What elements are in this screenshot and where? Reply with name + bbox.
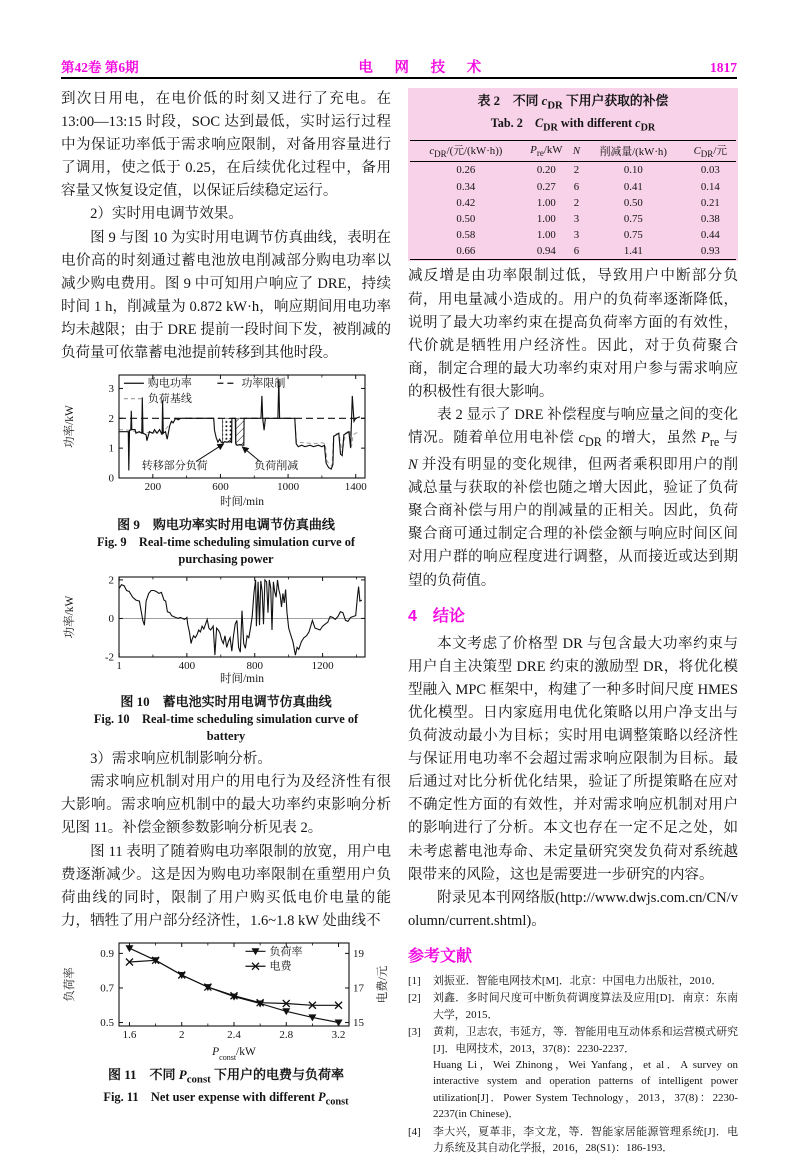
- reference-text: 李大兴，夏革非，李文龙，等．智能家居能源管理系统[J]．电力系统及其自动化学报，2016，28(S1)：186-193．: [433, 1125, 738, 1154]
- paragraph-table2-analysis: 表 2 显示了 DRE 补偿程度与响应量之间的变化情况。随着单位用电补偿 $c_{DR}$ 的增大，虽然 $P_{re}$ 与 N 并没有明显的变化规律，但两者乘积即用户的削减总量与获取的补偿也随之增大因此，验证了负荷聚合商补偿与用户的削减量的正相关。因此，负荷聚合商可通过制定合理的补偿金额与响应时间区间对用户群的响应程度进行调整，从而接近或达到期望的负荷值。: [408, 407, 739, 589]
- table-cell: 0.14: [700, 180, 720, 193]
- table2-header-cell: $C_{DR}/$元: [693, 145, 728, 160]
- table2-header-cell: $c_{DR}/$(元/(kW·h)): [429, 145, 503, 160]
- svg-text:1: 1: [108, 442, 114, 455]
- figure11-caption-cn: 图 11 不同 $P_{const}$ 下用户的电费与负荷率: [107, 1066, 345, 1086]
- table-2: [408, 88, 738, 261]
- table-cell: 0.03: [700, 164, 720, 177]
- figure-10: [61, 573, 391, 745]
- table-cell: 3: [573, 229, 580, 242]
- svg-text:购电功率: 购电功率: [147, 377, 192, 390]
- svg-text:功率限制: 功率限制: [241, 377, 286, 390]
- section-heading-references: 参考文献: [408, 947, 473, 965]
- svg-text:17: 17: [353, 982, 364, 995]
- paragraph-right-continuation: 减反增是由功率限制过低，导致用户中断部分负荷，用电量减小造成的。用户的负荷率逐渐降低，说明了最大功率约束在提高负荷率方面的有效性，代价就是牺牲用户经济性。因此，对于负荷聚合商，制定合理的最大功率约束对用户参与需求响应的积极性有很大影响。: [408, 268, 738, 400]
- svg-text:1200: 1200: [311, 660, 334, 673]
- reference-label: [2]: [408, 992, 421, 1005]
- svg-text:0.9: 0.9: [100, 947, 114, 960]
- reference-item: [408, 973, 738, 989]
- table-cell: 2: [573, 164, 580, 177]
- page-header: [61, 56, 737, 77]
- section-heading-conclusion: 4 结论: [408, 607, 465, 625]
- svg-text:电费/元: 电费/元: [377, 965, 389, 1004]
- table-cell: 0.21: [700, 196, 720, 209]
- svg-text:200: 200: [144, 481, 162, 494]
- svg-text:时间/min: 时间/min: [219, 496, 265, 509]
- svg-text:0: 0: [108, 472, 114, 485]
- table2-body: [410, 162, 736, 260]
- svg-text:2: 2: [108, 412, 114, 425]
- paragraph-fig11-analysis: 图 11 表明了随着购电功率限制的放宽，用户电费逐渐减少。这是因为购电功率限制在重塑用户负荷曲线的同时，限制了用户购买低电价电量的能力，牺牲了用户部分经济性，1.6~1.8 kW 处曲线不: [61, 843, 391, 929]
- table2-header-cell: $P_{re}/kW$: [530, 144, 563, 159]
- table-cell: 0.42: [456, 196, 476, 209]
- svg-text:0: 0: [108, 613, 114, 626]
- two-column-body: [61, 88, 738, 1157]
- svg-text:3: 3: [108, 383, 114, 396]
- svg-text:1.6: 1.6: [122, 1028, 137, 1041]
- table-cell: 1.41: [623, 245, 643, 258]
- table-cell: 0.10: [623, 164, 643, 177]
- paragraph-list-item-3: 3）需求响应机制影响分析。: [90, 751, 272, 768]
- svg-text:负荷削减: 负荷削减: [254, 460, 299, 473]
- table-cell: 3: [573, 212, 580, 225]
- figure10-caption-cn: 图 10 蓄电池实时用电调节仿真曲线: [120, 694, 332, 710]
- table-cell: 0.50: [456, 212, 476, 225]
- paragraph-conclusion: 本文考虑了价格型 DR 与包含最大功率约束与用户自主决策型 DRE 约束的激励型 DR，将优化模型融入 MPC 框架中，构建了一种多时间尺度 HMES 优化模型。日内家庭用电优化策略以用户净支出与负荷波动最小为目标；实时用电调整策略以经济性与保证用电功率不会超过需求响应限制为目标。最后通过对比分析优化结果，验证了所提策略在应对不确定性方面的有效性，并对需求响应机制对用户的影响进行了分析。本文也存在一定不足之处，如未考虑蓄电池寿命、未定量研究突发负荷对系统越限带来的风险，这也是需要进一步研究的内容。: [408, 635, 738, 883]
- right-column: [408, 88, 738, 1157]
- table2-grid: [410, 140, 736, 260]
- svg-text:1400: 1400: [344, 481, 367, 494]
- paragraph-continuation: 到次日用电，在电价低的时刻又进行了充电。在13:00—13:15 时段，SOC 达到最低，实时运行过程中为保证功率低于需求响应限制，对备用容量进行了调用，使之低于 0.25，在后续优化过程中，备用容量又恢复设定值，以保证后续稳定运行。: [61, 91, 391, 200]
- svg-text:2.8: 2.8: [279, 1028, 294, 1041]
- reference-label: [4]: [408, 1125, 421, 1138]
- table-cell: 0.94: [536, 245, 556, 258]
- table-cell: 0.26: [456, 164, 476, 177]
- figure-9: [61, 370, 391, 568]
- svg-text:功率/kW: 功率/kW: [64, 595, 76, 639]
- table-cell: 2: [573, 196, 580, 209]
- table-cell: 1.00: [536, 212, 556, 225]
- svg-text:2.4: 2.4: [227, 1028, 241, 1041]
- volume-issue: 第42卷 第6期: [61, 60, 139, 75]
- table-cell: 0.34: [456, 180, 476, 193]
- table-row: [410, 211, 736, 227]
- svg-text:1000: 1000: [277, 481, 300, 494]
- table-cell: 0.75: [623, 212, 643, 225]
- table-cell: 0.75: [623, 229, 643, 242]
- figure10-caption-en: Fig. 10 Real-time scheduling simulation curve of battery: [93, 712, 359, 744]
- table2-header-cell: N: [572, 145, 581, 158]
- reference-item: [408, 1124, 738, 1157]
- svg-text:15: 15: [353, 1016, 364, 1029]
- figure10-chart: [61, 573, 391, 687]
- figure9-caption-en: Fig. 9 Real-time scheduling simulation curve of purchasing power: [96, 535, 356, 567]
- table2-title-cn: 表 2 不同 $c_{DR}$ 下用户获取的补偿: [477, 94, 669, 112]
- figure9-chart: [61, 370, 391, 510]
- svg-text:3.2: 3.2: [331, 1028, 346, 1041]
- svg-text:600: 600: [212, 481, 229, 494]
- reference-text: 刘振亚．智能电网技术[M]．北京：中国电力出版社，2010．: [433, 974, 723, 987]
- journal-title: 电 网 技 术: [358, 60, 491, 76]
- svg-text:负荷基线: 负荷基线: [147, 393, 192, 406]
- table-cell: 0.20: [536, 164, 556, 177]
- references-list: [408, 973, 738, 1156]
- left-column: [61, 88, 391, 1157]
- table2-header-cell: 削减量/(kW·h): [599, 145, 667, 158]
- svg-text:Pconst/kW: $P_{const}/kW$: [212, 1045, 256, 1062]
- svg-text:0.5: 0.5: [100, 1016, 114, 1029]
- table-cell: 0.58: [456, 229, 476, 242]
- svg-text:0.7: 0.7: [100, 982, 114, 995]
- paragraph-appendix-note: 附录见本刊网络版(http://www.dwjs.com.cn/CN/volumn/current.shtml)。: [408, 889, 738, 929]
- header-rule: [61, 77, 737, 79]
- svg-text:800: 800: [246, 660, 263, 673]
- table-cell: 6: [573, 245, 580, 258]
- paragraph-list-item-2: 2）实时用电调节效果。: [90, 206, 243, 223]
- table-row: [410, 179, 736, 195]
- svg-text:时间/min: 时间/min: [219, 673, 265, 686]
- table-cell: 1.00: [536, 229, 556, 242]
- table-row: [410, 227, 736, 243]
- table-cell: 0.27: [536, 180, 556, 193]
- table2-title-en: Tab. 2 $C_{DR}$ with different $c_{DR}$: [490, 115, 656, 133]
- table-cell: 0.93: [700, 245, 720, 258]
- svg-text:400: 400: [178, 660, 196, 673]
- table-cell: 0.50: [623, 196, 643, 209]
- reference-text: 黄莉，卫志农，韦延方，等．智能用电互动体系和运营模式研究[J]．电网技术，2013，37(8)：2230-2237． Huang Li，Wei Zhinong，Wei Yanfang，et al．A survey on interactive system and operation patterns of intelligent power utilization[J]．Power System Technology，2013，37(8)：2230-2237(in Chinese)．: [433, 1026, 738, 1121]
- svg-text:电费: 电费: [269, 960, 292, 973]
- svg-text:负荷率: 负荷率: [269, 945, 303, 958]
- reference-label: [3]: [408, 1026, 421, 1039]
- reference-text: 刘鑫．多时间尺度可中断负荷调度算法及应用[D]．南京：东南大学，2015．: [433, 992, 738, 1021]
- table2-header-row: [410, 140, 736, 161]
- paragraph-fig9-fig10: 图 9 与图 10 为实时用电调节仿真曲线，表明在电价高的时刻通过蓄电池放电削减部分购电功率以减少购电费用。图 9 中可知用户响应了 DRE，持续时间 1 h，削减量为 0.872 kW·h，响应期间用电功率均未越限；由于 DRE 提前一段时间下发，被削减的负荷量可依靠蓄电池提前转移到其他时段。: [61, 229, 391, 362]
- svg-text:负荷率: 负荷率: [64, 967, 76, 1002]
- table-cell: 6: [573, 180, 580, 193]
- svg-text:功率/kW: 功率/kW: [64, 405, 76, 449]
- paragraph-dr-mechanism: 需求响应机制对用户的用电行为及经济性有很大影响。需求响应机制中的最大功率约束影响分析见图 11。补偿金额参数影响分析见表 2。: [61, 774, 391, 837]
- table-cell: 0.38: [700, 212, 720, 225]
- table-row: [410, 162, 736, 179]
- svg-text:2: 2: [108, 574, 114, 587]
- figure9-caption-cn: 图 9 购电功率实时用电调节仿真曲线: [117, 517, 335, 533]
- table-cell: 0.41: [623, 180, 643, 193]
- reference-label: [1]: [408, 974, 421, 987]
- reference-item: [408, 990, 738, 1023]
- table-cell: 1.00: [536, 196, 556, 209]
- figure-11: [61, 938, 391, 1111]
- reference-item: [408, 1024, 738, 1122]
- figure11-chart: [61, 938, 391, 1060]
- table-cell: 0.44: [700, 229, 720, 242]
- svg-text:-2: -2: [104, 651, 114, 664]
- svg-text:19: 19: [353, 947, 364, 960]
- svg-text:2: 2: [178, 1028, 185, 1041]
- table-cell: 0.66: [456, 245, 476, 258]
- figure11-caption-en: Fig. 11 Net user expense with different $P_{const}$: [103, 1090, 349, 1108]
- svg-text:1: 1: [116, 660, 122, 673]
- table-row: [410, 195, 736, 211]
- table-row: [410, 243, 736, 260]
- svg-text:转移部分负荷: 转移部分负荷: [141, 460, 208, 473]
- page-number: 1817: [710, 60, 737, 75]
